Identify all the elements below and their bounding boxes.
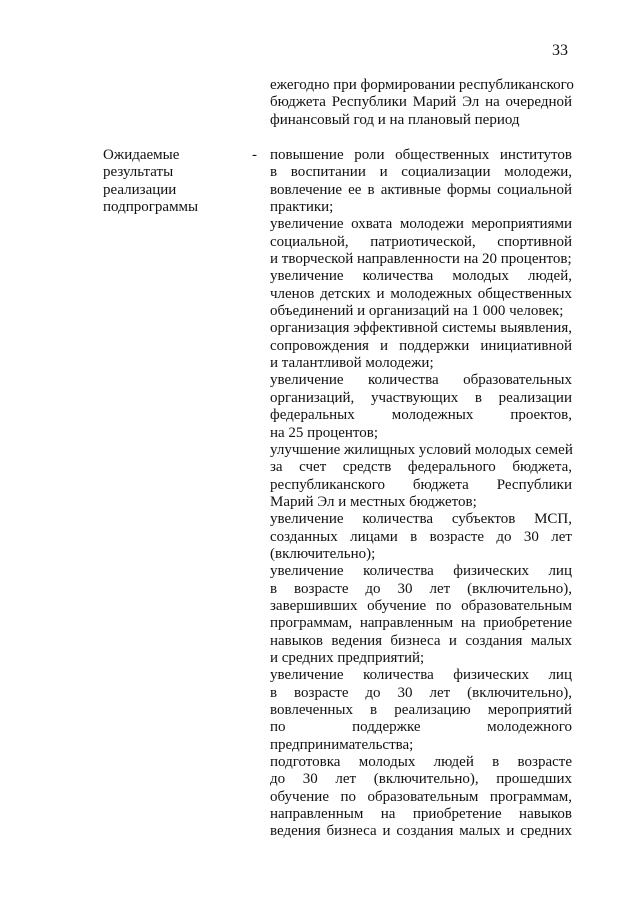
result-line: членов детских и молодежных общественных xyxy=(270,285,572,302)
result-line: увеличение количества образовательных xyxy=(270,372,572,389)
result-line: вовлеченных в реализацию мероприятий xyxy=(270,702,572,718)
result-line: до 30 лет (включительно), прошедших xyxy=(270,771,572,788)
result-line: на 25 процентов; xyxy=(270,424,379,441)
result-line: увеличение количества физических лиц xyxy=(270,563,572,580)
result-line: в возрасте до 30 лет (включительно), xyxy=(270,684,572,701)
section-label xyxy=(103,147,243,216)
result-line: увеличение количества физических лиц xyxy=(270,667,572,684)
result-line: обучение по образовательным программам, xyxy=(270,788,572,805)
result-line: и талантливой молодежи; xyxy=(270,355,434,372)
section-label-line: подпрограммы xyxy=(103,199,199,216)
result-line: в возрасте до 30 лет (включительно), xyxy=(270,580,572,597)
result-line: социальной, патриотической, спортивной xyxy=(270,233,572,250)
result-line: организаций, участвующих в реализации xyxy=(270,389,572,406)
result-line: увеличение количества субъектов МСП, xyxy=(270,511,572,528)
result-line: сопровождения и поддержки инициативной xyxy=(270,337,572,354)
result-line: практики; xyxy=(270,199,334,216)
result-line: Марий Эл и местных бюджетов; xyxy=(270,493,477,510)
result-line: ведения бизнеса и создания малых и средних xyxy=(270,823,572,840)
result-line: федеральных молодежных проектов, xyxy=(270,407,572,424)
result-line: предпринимательства; xyxy=(270,736,414,753)
result-line: навыков ведения бизнеса и создания малых xyxy=(270,632,572,649)
intro-line: финансовый год и на плановый период xyxy=(270,111,520,128)
result-line: созданных лицами в возрасте до 30 лет xyxy=(270,528,572,545)
result-line: подготовка молодых людей в возрасте xyxy=(270,754,572,771)
result-line: по поддержке молодежного xyxy=(270,719,572,736)
result-line: и средних предприятий; xyxy=(270,649,425,666)
result-line: завершивших обучение по образовательным xyxy=(270,597,572,614)
result-line: вовлечение ее в активные формы социальной xyxy=(270,181,572,198)
result-line: повышение роли общественных институтов xyxy=(270,147,572,163)
result-line: объединений и организаций на 1 000 человек; xyxy=(270,303,564,320)
result-line: и творческой направленности на 20 процентов; xyxy=(270,251,572,268)
intro-line: ежегодно при формировании республиканского xyxy=(270,77,574,93)
expected-results-list xyxy=(270,147,572,841)
section-label-line: реализации xyxy=(103,181,177,198)
intro-line: бюджета Республики Марий Эл на очередной xyxy=(270,94,572,111)
section-label-line: результаты xyxy=(103,164,174,181)
result-line: за счет средств федерального бюджета, xyxy=(270,459,572,476)
result-line: увеличение охвата молодежи мероприятиями xyxy=(270,216,572,233)
section-label-line: Ожидаемые xyxy=(103,147,180,163)
result-line: в воспитании и социализации молодежи, xyxy=(270,164,572,181)
list-dash xyxy=(252,147,257,164)
result-line: программам, направленным на приобретение xyxy=(270,615,572,632)
intro-paragraph xyxy=(270,77,572,129)
page-number: 33 xyxy=(552,42,568,59)
result-line: увеличение количества молодых людей, xyxy=(270,268,572,285)
result-line: направленным на приобретение навыков xyxy=(270,806,572,823)
result-line: организация эффективной системы выявления, xyxy=(270,320,572,337)
dash-glyph: - xyxy=(252,147,257,163)
result-line: улучшение жилищных условий молодых семей xyxy=(270,441,573,458)
result-line: (включительно); xyxy=(270,545,376,562)
result-line: республиканского бюджета Республики xyxy=(270,476,572,493)
